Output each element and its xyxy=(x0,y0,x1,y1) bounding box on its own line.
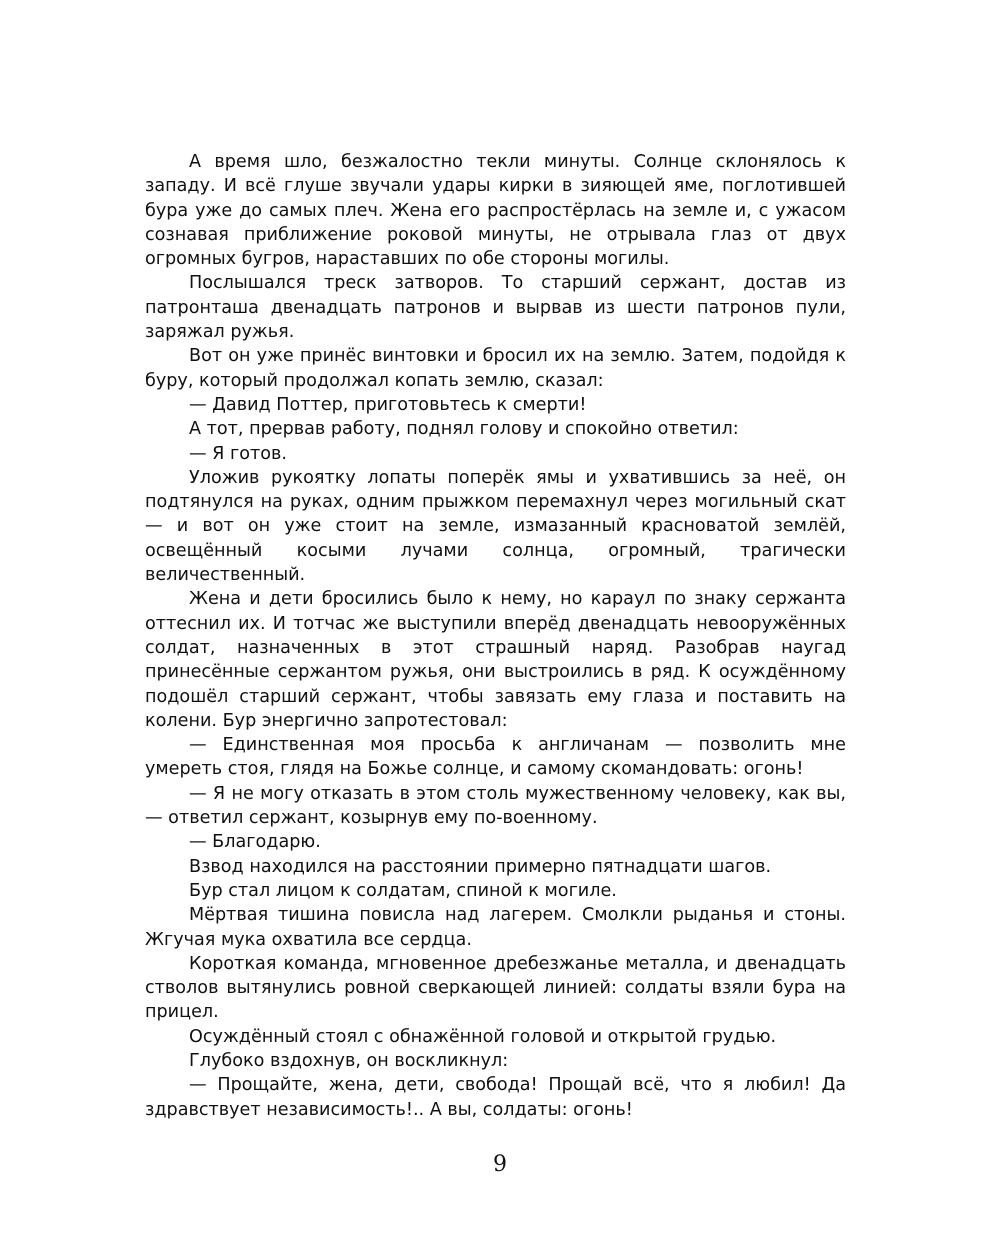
paragraph: Мёртвая тишина повисла над лагерем. Смолкли рыданья и стоны. Жгучая мука охватила все сердца. xyxy=(145,905,846,950)
paragraph: Глубоко вздохнув, он воскликнул: xyxy=(189,1050,509,1071)
paragraph: Взвод находился на расстоянии примерно пятнадцати шагов. xyxy=(189,856,772,877)
paragraph: Вот он уже принёс винтовки и бросил их на землю. Затем, подойдя к буру, который продолжал копать землю, сказал: xyxy=(145,346,846,391)
dialogue-line: — Прощайте, жена, дети, свобода! Прощай всё, что я любил! Да здравствует независимость!.. А вы, солдаты: огонь! xyxy=(145,1075,846,1120)
dialogue-line: — Благодарю. xyxy=(189,832,321,853)
paragraph: Послышался треск затворов. То старший сержант, достав из патронташа двенадцать патронов и вырвав из шести патронов пули, заряжал ружья. xyxy=(145,273,846,343)
dialogue-line: — Единственная моя просьба к англичанам — позволить мне умереть стоя, глядя на Божье солнце, и самому скомандовать: огонь! xyxy=(145,735,846,780)
dialogue-line: — Я не могу отказать в этом столь мужественному человеку, как вы, — ответил сержант, козырнув ему по-военному. xyxy=(145,783,846,829)
dialogue-line: — Давид Поттер, приготовьтесь к смерти! xyxy=(189,394,587,415)
page-number: 9 xyxy=(493,1152,507,1177)
paragraph: Короткая команда, мгновенное дребезжанье металла, и двенадцать стволов вытянулись ровной сверкающей линией: солдаты взяли бура на прицел. xyxy=(145,953,846,1023)
paragraph: Осуждённый стоял с обнажённой головой и открытой грудью. xyxy=(189,1026,777,1047)
paragraph: Жена и дети бросились было к нему, но караул по знаку сержанта оттеснил их. И тотчас же выступили вперёд двенадцать невооружённых солдат, назначенных в этот страшный наряд. Разобрав наугад принесённые сержантом ружья, они выстроились в ряд. К осуждённому подошёл старший сержант, чтобы завязать ему глаза и поставить на колени. Бур энергично запротестовал: xyxy=(145,589,846,731)
text-body xyxy=(145,150,846,1122)
dialogue-line: — Я готов. xyxy=(189,443,287,464)
paragraph: Бур стал лицом к солдатам, спиной к могиле. xyxy=(189,880,617,901)
paragraph: А тот, прервав работу, поднял голову и спокойно ответил: xyxy=(189,419,739,440)
paragraph: Уложив рукоятку лопаты поперёк ямы и ухватившись за неё, он подтянулся на руках, одним прыжком перемахнул через могильный скат — и вот он уже стоит на земле, измазанный красноватой землёй, освещённый косыми лучами солнца, огромный, трагически величественный. xyxy=(145,467,846,586)
paragraph: А время шло, безжалостно текли минуты. Солнце склонялось к западу. И всё глуше звучали удары кирки в зияющей яме, поглотившей бура уже до самых плеч. Жена его распростёрлась на земле и, с ужасом сознавая приближение роковой минуты, не отрывала глаз от двух огромных бугров, нараставших по обе стороны могилы. xyxy=(145,152,846,270)
